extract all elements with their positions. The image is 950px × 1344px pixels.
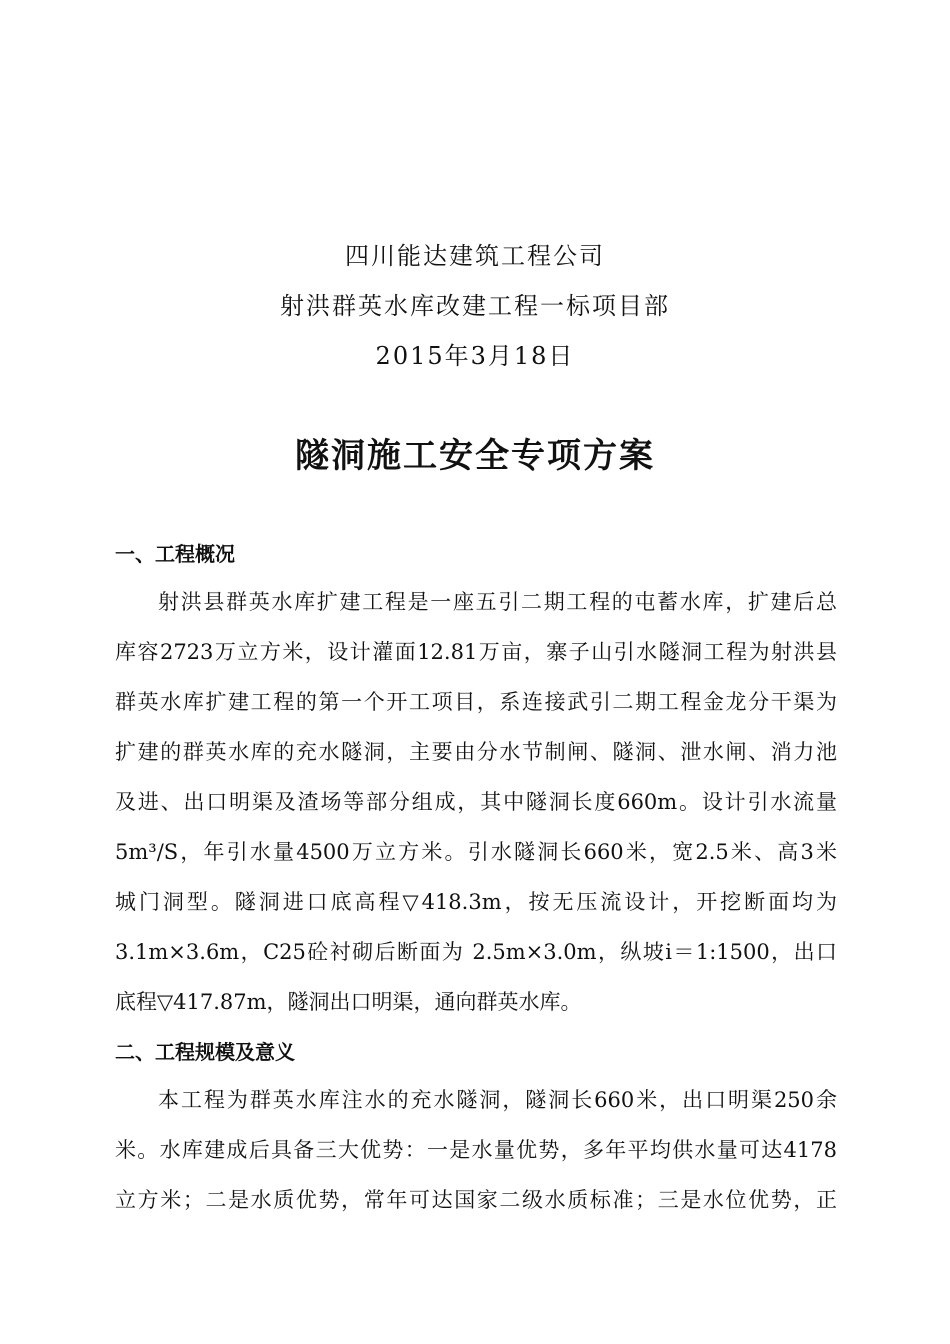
company-name: 四川能达建筑工程公司 (345, 242, 605, 270)
document-title: 隧洞施工安全专项方案 (295, 436, 655, 476)
paragraph-line: 底程▽417.87m，隧洞出口明渠，通向群英水库。 (115, 990, 582, 1014)
paragraph-line: 本工程为群英水库注水的充水隧洞，隧洞长660米，出口明渠250余 (158, 1088, 837, 1112)
document-date: 2015年3月18日 (375, 342, 575, 370)
paragraph-line: 5m³/S，年引水量4500万立方米。引水隧洞长660米，宽2.5米、高3米 (115, 840, 837, 864)
paragraph-line: 及进、出口明渠及渣场等部分组成，其中隧洞长度660m。设计引水流量 (115, 790, 837, 814)
paragraph-line: 米。水库建成后具备三大优势：一是水量优势，多年平均供水量可达4178 (115, 1138, 837, 1162)
section-heading-scale: 二、工程规模及意义 (115, 1040, 295, 1064)
paragraph-line: 城门洞型。隧洞进口底高程▽418.3m，按无压流设计，开挖断面均为 (115, 890, 837, 914)
paragraph-line: 3.1m×3.6m，C25砼衬砌后断面为 2.5m×3.0m，纵坡i＝1:1500，出口 (115, 940, 837, 964)
paragraph-line: 群英水库扩建工程的第一个开工项目，系连接武引二期工程金龙分干渠为 (115, 690, 837, 714)
paragraph-line: 射洪县群英水库扩建工程是一座五引二期工程的屯蓄水库，扩建后总 (158, 590, 837, 614)
paragraph-line: 库容2723万立方米，设计灌面12.81万亩，寨子山引水隧洞工程为射洪县 (115, 640, 837, 664)
paragraph-line: 立方米；二是水质优势，常年可达国家二级水质标准；三是水位优势，正 (115, 1188, 837, 1212)
paragraph-line: 扩建的群英水库的充水隧洞，主要由分水节制闸、隧洞、泄水闸、消力池 (115, 740, 837, 764)
project-department: 射洪群英水库改建工程一标项目部 (280, 292, 670, 320)
section-heading-overview: 一、工程概况 (115, 542, 235, 566)
